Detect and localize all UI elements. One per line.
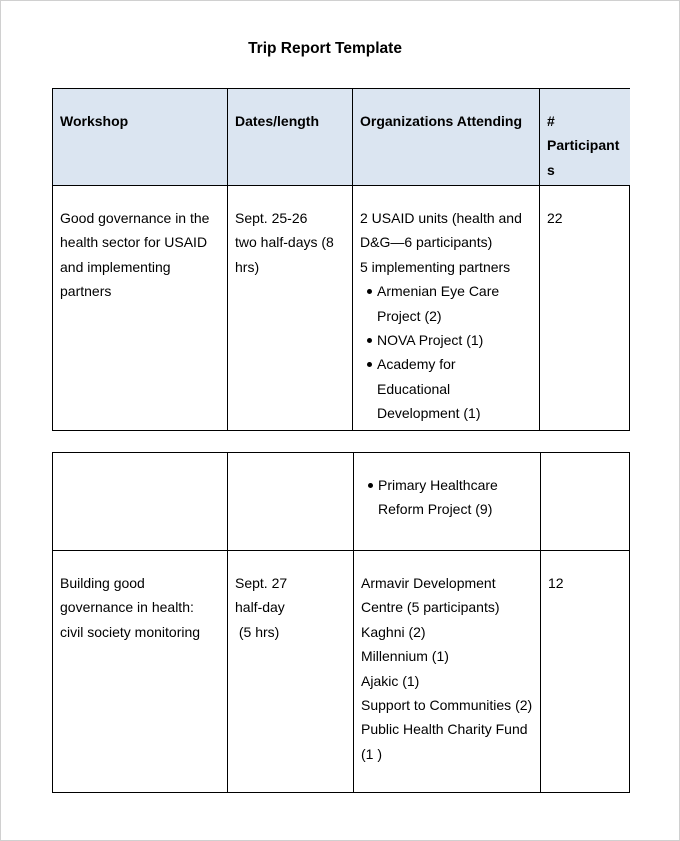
text-line: Centre (5 participants) xyxy=(361,599,500,616)
text-line: hrs) xyxy=(235,258,260,275)
header-cell xyxy=(540,89,630,186)
text-line: and implementing xyxy=(60,258,171,275)
header-cell xyxy=(228,89,353,186)
header-cell xyxy=(53,89,228,186)
text-line: 22 xyxy=(547,210,563,226)
document-title: Trip Report Template xyxy=(248,40,402,57)
text-line: Participant xyxy=(547,137,620,154)
text-line: partners xyxy=(60,283,112,300)
text-line: Organizations Attending xyxy=(360,113,523,129)
text-line: Ajakic (1) xyxy=(361,672,420,689)
bullet-item xyxy=(360,328,539,352)
text-line: governance in health: xyxy=(60,599,194,616)
text-line: (1 ) xyxy=(361,745,382,762)
bullet-item xyxy=(360,352,539,425)
bullet-item xyxy=(361,473,540,522)
text-line: Good governance in the xyxy=(60,210,210,226)
text-line: s xyxy=(547,161,555,178)
text-line: Development (1) xyxy=(377,405,481,422)
text-line: Dates/length xyxy=(235,113,320,129)
text-line: Educational xyxy=(377,380,451,397)
text-line: Public Health Charity Fund xyxy=(361,721,528,738)
text-line: Academy for xyxy=(377,356,456,373)
text-line: half-day xyxy=(235,599,285,616)
table-cell xyxy=(228,453,354,551)
text-line: Building good xyxy=(60,575,145,591)
text-line: Armenian Eye Care xyxy=(377,283,500,300)
table-cell xyxy=(541,551,630,792)
table-cell xyxy=(53,551,228,792)
table-cell xyxy=(540,186,630,431)
text-line: 5 implementing partners xyxy=(360,258,511,275)
text-line: Sept. 25-26 xyxy=(235,210,308,226)
text-line: Millennium (1) xyxy=(361,648,449,665)
text-line: (5 hrs) xyxy=(235,623,280,640)
table-cell xyxy=(228,186,353,431)
text-line: Project (2) xyxy=(377,307,442,324)
text-line: Reform Project (9) xyxy=(378,501,493,518)
trip-table-1 xyxy=(52,88,630,431)
table-cell xyxy=(541,453,630,551)
table-cell xyxy=(53,453,228,551)
bullet-item xyxy=(360,279,539,328)
text-line: Primary Healthcare xyxy=(378,477,498,493)
text-line: Kaghni (2) xyxy=(361,623,426,640)
text-line: Workshop xyxy=(60,113,129,129)
text-line: Support to Communities (2) xyxy=(361,696,533,713)
text-line: 12 xyxy=(548,575,564,591)
text-line: # xyxy=(547,113,555,129)
table-cell xyxy=(228,551,354,792)
table-cell xyxy=(353,186,540,431)
trip-table-2 xyxy=(52,452,630,793)
text-line: NOVA Project (1) xyxy=(377,331,484,348)
text-line: Sept. 27 xyxy=(235,575,288,591)
table-cell xyxy=(354,551,541,792)
text-line: health sector for USAID xyxy=(60,234,208,251)
table-cell xyxy=(354,453,541,551)
header-cell xyxy=(353,89,540,186)
text-line: 2 USAID units (health and xyxy=(360,210,522,226)
text-line: D&G—6 participants) xyxy=(360,234,493,251)
text-line: two half-days (8 xyxy=(235,234,334,251)
text-line: civil society monitoring xyxy=(60,623,201,640)
text-line: Armavir Development xyxy=(361,575,496,591)
table-cell xyxy=(53,186,228,431)
